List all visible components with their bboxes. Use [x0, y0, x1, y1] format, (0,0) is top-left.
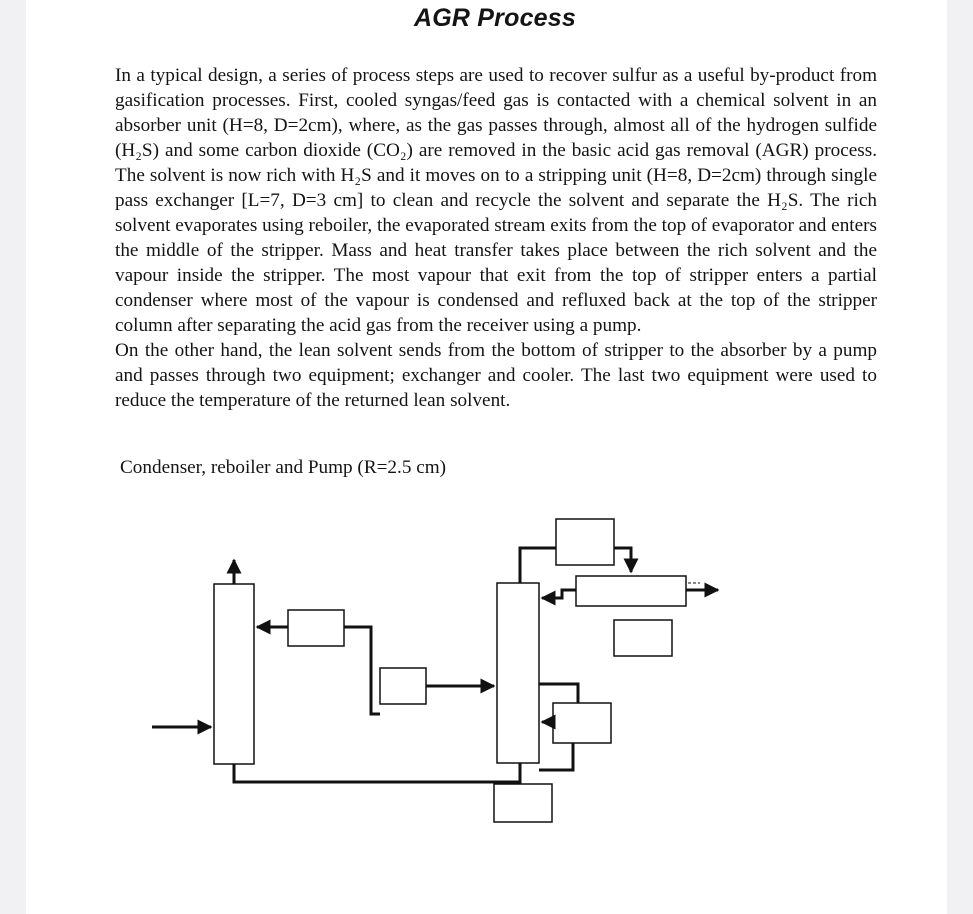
pump-box: [494, 784, 552, 822]
condenser-outlet-line: [614, 548, 631, 572]
receiver-box: [576, 576, 686, 606]
absorber-bottom-line: [234, 763, 520, 782]
condenser-box: [556, 519, 614, 565]
reflux-pump-box: [614, 620, 672, 656]
paragraph-2: On the other hand, the lean solvent sends from the bottom of stripper to the absorber by a pump and passes through two equipment; exchanger and cooler. The last two equipment were used to reduce the temperature of the returned lean solvent.: [115, 340, 877, 411]
stripper-vapor-line: [520, 548, 556, 583]
heat-exchanger-box: [380, 668, 426, 704]
diagram-caption: Condenser, reboiler and Pump (R=2.5 cm): [120, 457, 447, 478]
lean-solvent-line: [344, 627, 380, 714]
reboiler-feed-line: [539, 684, 578, 703]
absorber-column: [214, 584, 254, 764]
stripper-column: [497, 583, 539, 763]
page-title: AGR Process: [414, 4, 576, 32]
reflux-line: [542, 590, 576, 598]
paragraph-1: In a typical design, a series of process steps are used to recover sulfur as a useful by-product from gasification processes. First, cooled syngas/feed gas is contacted with a chemical solvent in an absorber unit (H=8, D=2cm), where, as the gas passes through, almost all of the hydrogen sulfide (H₂S) and some carbon dioxide (CO₂) are removed in the basic acid gas removal (AGR) process. The solvent is now rich with H₂S and it moves on to a stripping unit (H=8, D=2cm) through single pass exchanger [L=7, D=3 cm] to clean and recycle the solvent and separate the H₂S. The rich solvent evaporates using reboiler, the evaporated stream exits from the top of evaporator and enters the middle of the stripper. Mass and heat transfer takes place between the rich solvent and the vapour inside the stripper. The most vapour that exit from the top of stripper enters a partial condenser where most of the vapour is condensed and refluxed back at the top of the stripper column after separating the acid gas from the receiver using a pump.: [115, 65, 877, 336]
reboiler-box: [553, 703, 611, 743]
reboiler-bottoms-line: [539, 743, 573, 770]
cooler-box: [288, 610, 344, 646]
